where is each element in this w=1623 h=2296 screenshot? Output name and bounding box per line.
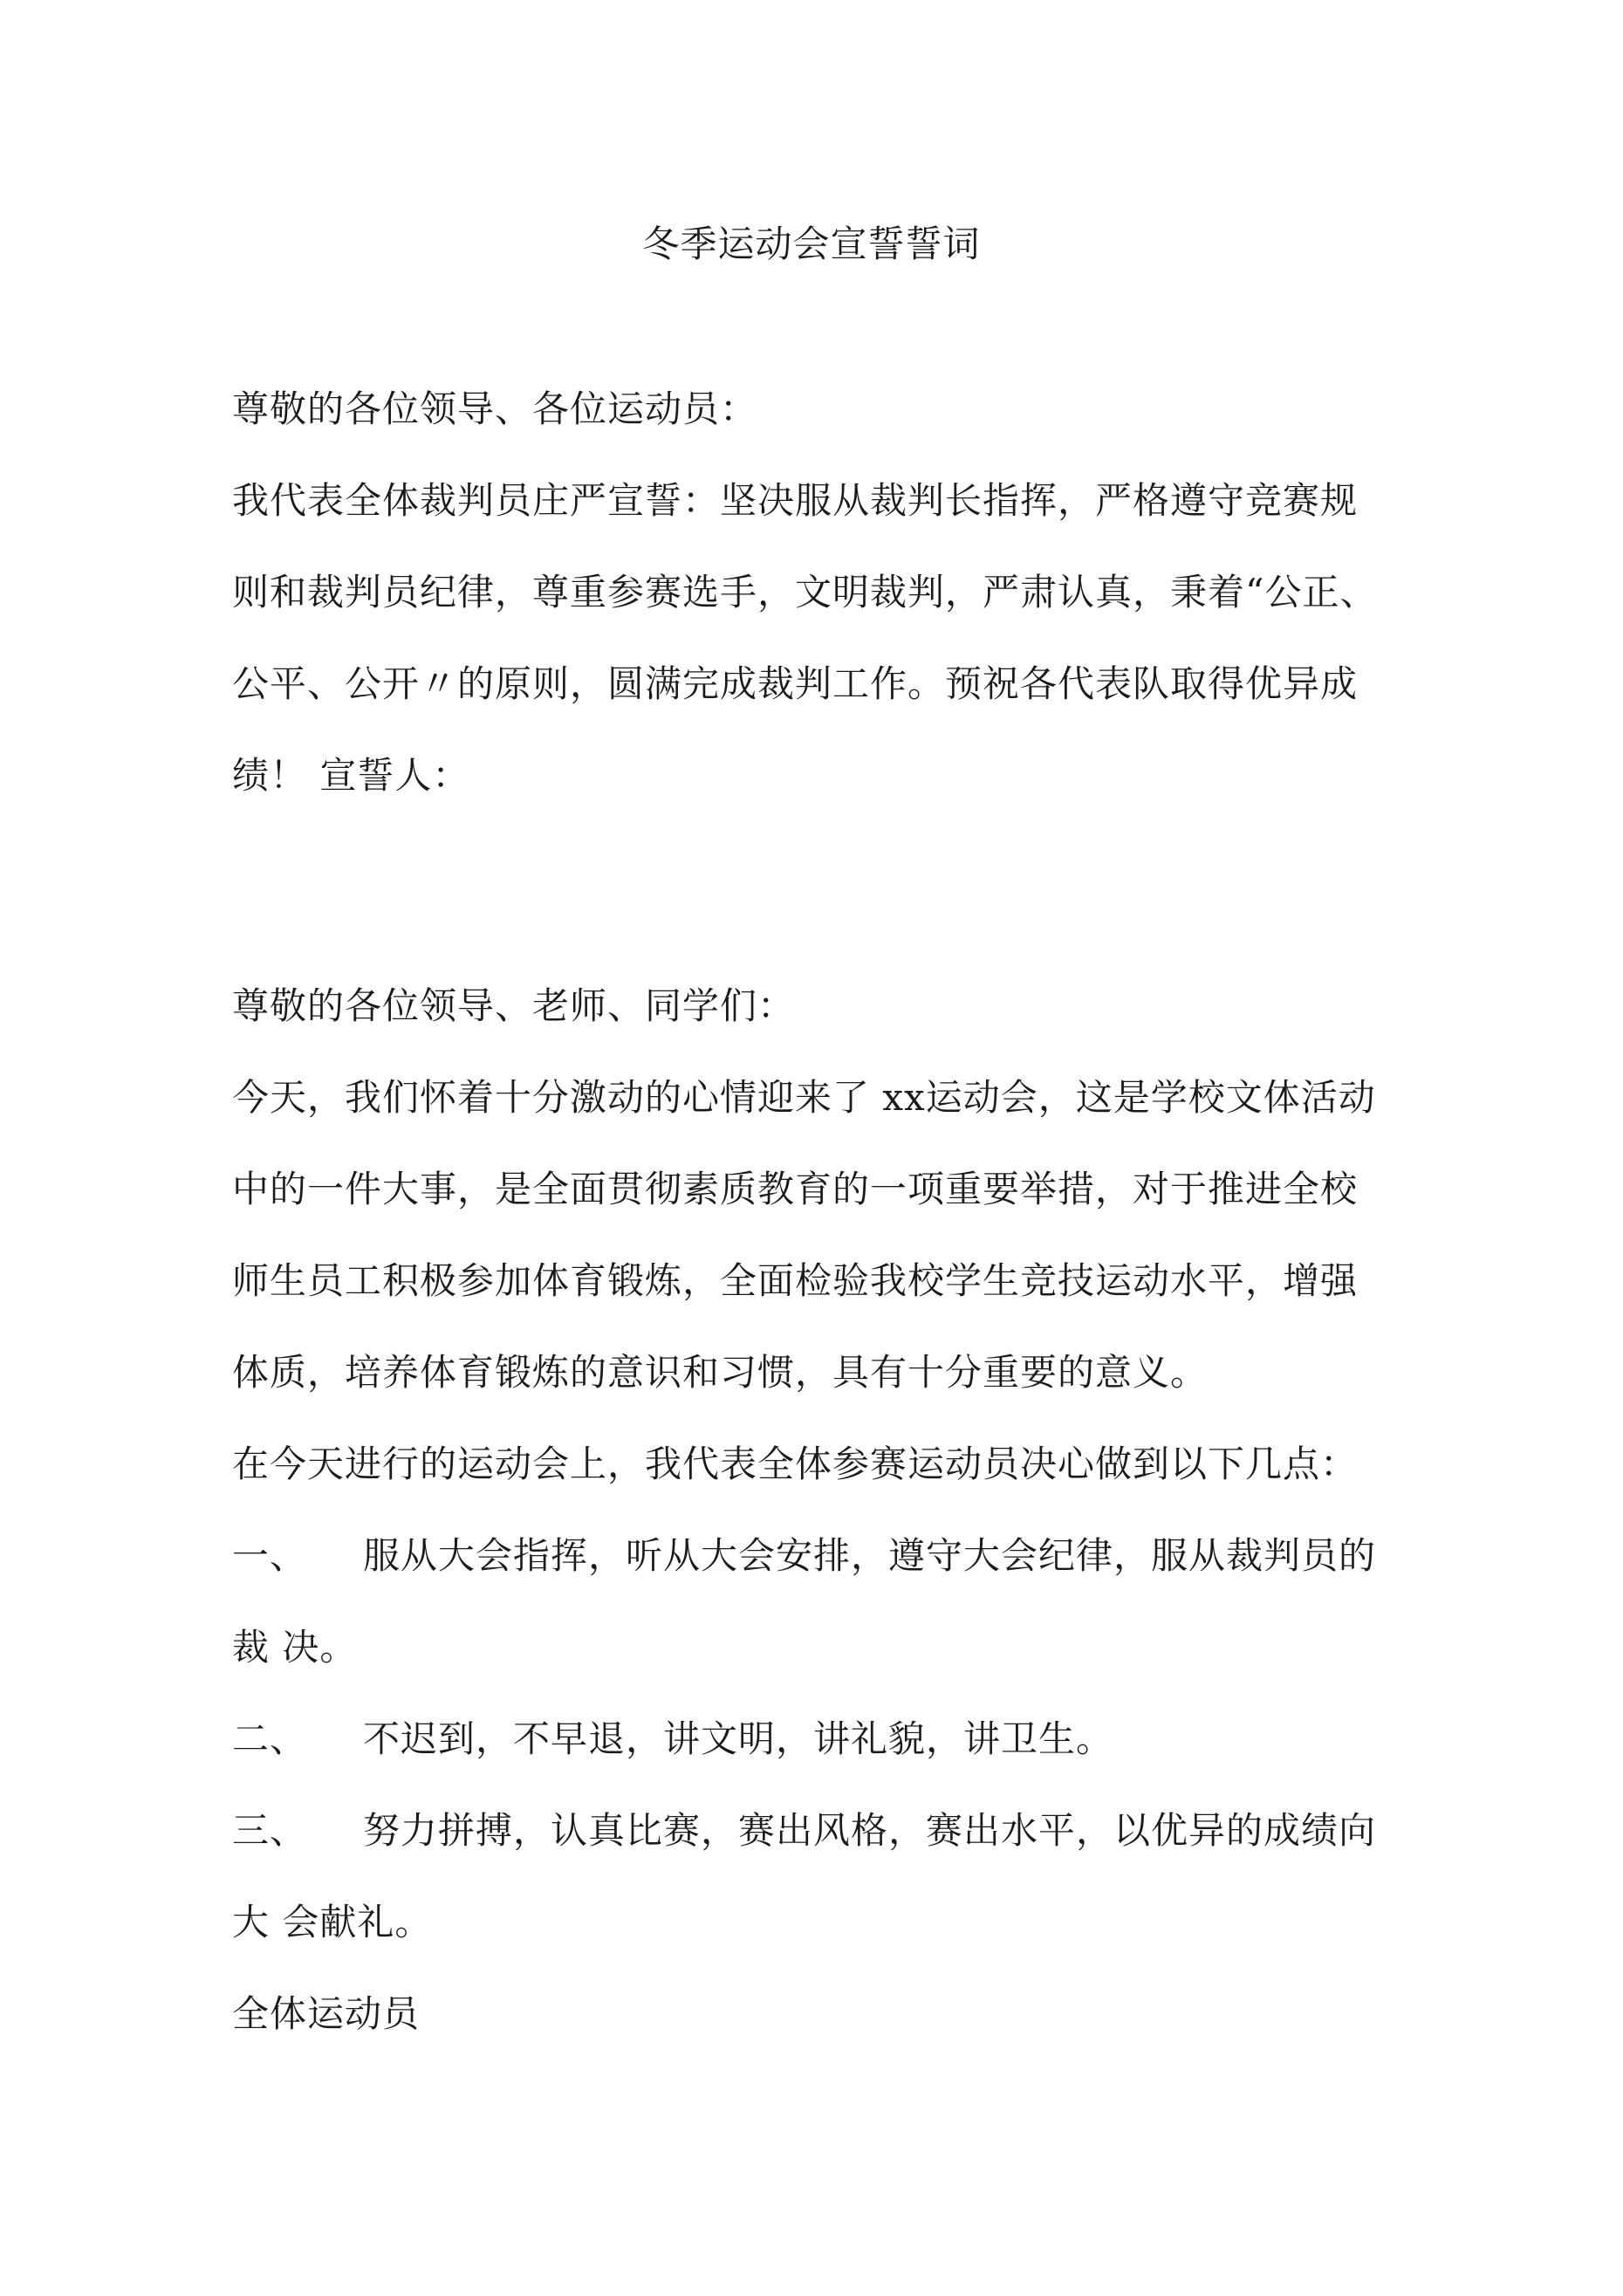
document-title: 冬季运动会宣誓誓词 <box>642 223 981 265</box>
athlete-intro-line: 中的一件大事，是全面贯彻素质教育的一项重要举措，对于推进全校 <box>232 1168 1359 1210</box>
referee-salutation: 尊敬的各位领导、各位运动员： <box>232 387 758 430</box>
oath-item-text: 努力拼搏，认真比赛，赛出风格，赛出水平，以优异的成绩向 <box>363 1809 1377 1852</box>
oath-item-continuation: 大 会献礼。 <box>232 1901 433 1943</box>
oath-item-number: 一、 <box>232 1534 308 1577</box>
athlete-intro-line: 今天，我们怀着十分激动的心情迎来了 xx运动会，这是学校文体活动 <box>232 1076 1376 1119</box>
referee-line: 我代表全体裁判员庄严宣誓：坚决服从裁判长指挥，严格遵守竞赛规 <box>232 479 1359 522</box>
oath-item <box>232 1510 1410 1601</box>
athlete-intro-line: 体质，培养体育锻炼的意识和习惯，具有十分重要的意义。 <box>232 1351 1209 1394</box>
referee-oath-section <box>232 363 1410 821</box>
oath-item-number: 二、 <box>232 1717 308 1760</box>
referee-line: 绩！ 宣誓人： <box>232 754 470 797</box>
athlete-oath-section <box>232 960 1410 2060</box>
referee-line: 公平、公开〃的原则，圆满完成裁判工作。预祝各代表队取得优异成 <box>232 662 1359 705</box>
athlete-salutation: 尊敬的各位领导、老师、同学们： <box>232 984 796 1027</box>
athlete-lead: 在今天进行的运动会上，我代表全体参赛运动员决心做到以下几点： <box>232 1443 1359 1485</box>
oath-item-continuation: 裁 决。 <box>232 1626 358 1669</box>
oath-item <box>232 1785 1410 1876</box>
oath-item-text: 不迟到，不早退，讲文明，讲礼貌，讲卫生。 <box>363 1717 1114 1760</box>
oath-item <box>232 1693 1410 1785</box>
referee-line: 则和裁判员纪律，尊重参赛选手，文明裁判，严肃认真，秉着“公正、 <box>232 571 1378 613</box>
signature: 全体运动员 <box>232 1992 421 2035</box>
athlete-intro-line: 师生员工积极参加体育锻炼，全面检验我校学生竞技运动水平，增强 <box>232 1259 1359 1302</box>
oath-item-number: 三、 <box>232 1809 308 1852</box>
oath-item-text: 服从大会指挥，听从大会安排，遵守大会纪律，服从裁判员的 <box>363 1534 1377 1577</box>
